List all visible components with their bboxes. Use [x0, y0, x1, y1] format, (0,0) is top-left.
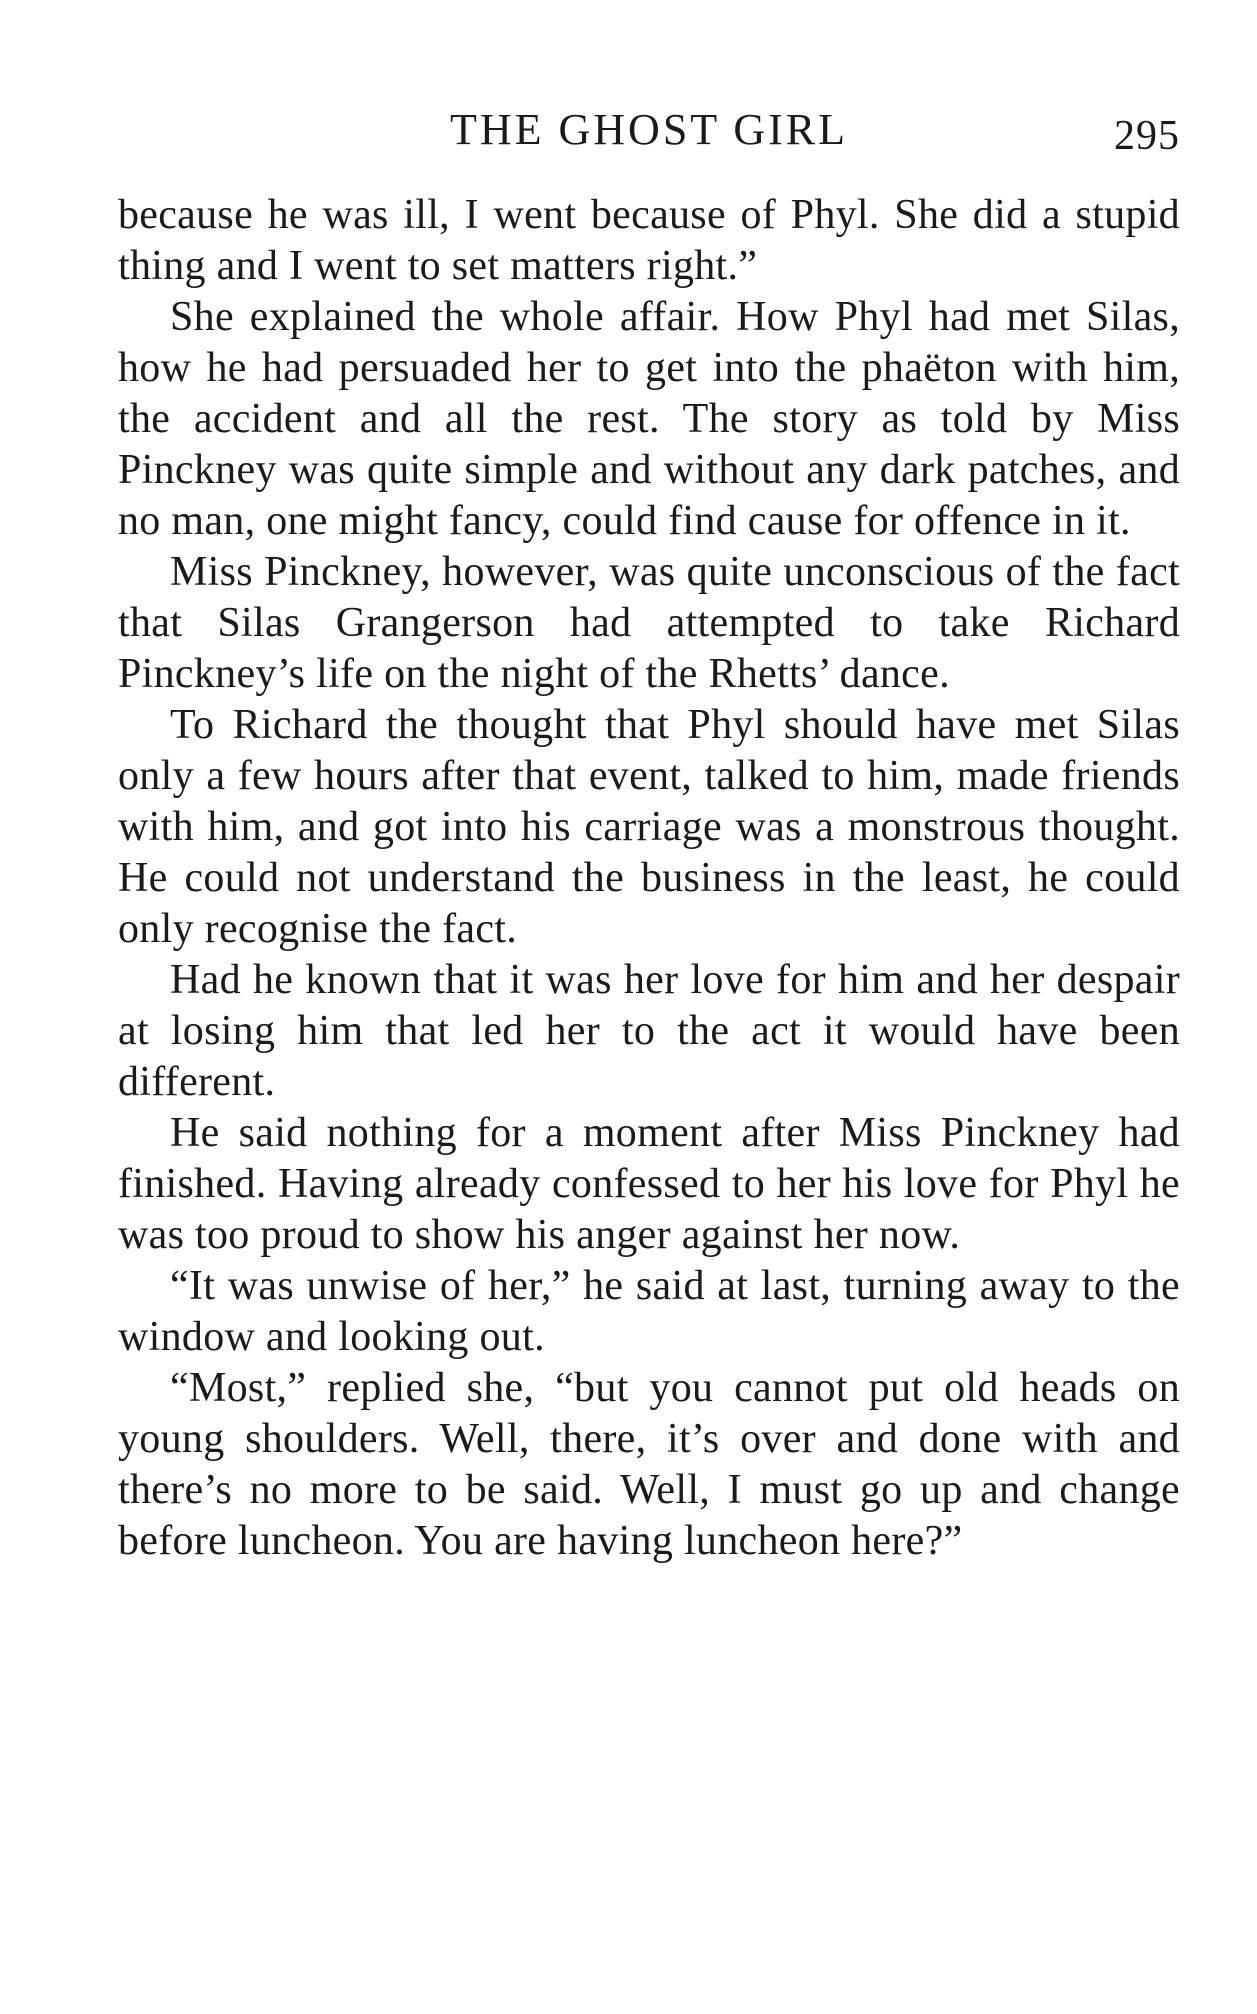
page-number: 295	[1114, 113, 1180, 159]
paragraph: To Richard the thought that Phyl should have met Silas only a few hours after that event, talked to him, made friends with him, and got into his carriage was a monstrous thought. He could not understand the business in the least, he could only recognise the fact.	[118, 702, 1180, 952]
paragraph: because he was ill, I went because of Phyl. She did a stupid thing and I went to set matters right.”	[118, 192, 1180, 289]
paragraph: He said nothing for a moment after Miss Pinckney had finished. Having already confessed to her his love for Phyl he was too proud to show his anger against her now.	[118, 1110, 1180, 1258]
paragraph: “Most,” replied she, “but you cannot put old heads on young shoulders. Well, there, it’s over and done with and there’s no more to be said. Well, I must go up and change before luncheon. You are having luncheon here?”	[118, 1365, 1180, 1564]
running-title: THE GHOST GIRL	[449, 105, 849, 154]
running-head	[118, 100, 1180, 160]
paragraph: Miss Pinckney, however, was quite unconscious of the fact that Silas Grangerson had attempted to take Richard Pinckney’s life on the night of the Rhetts’ dance.	[118, 549, 1180, 697]
paragraph: Had he known that it was her love for him and her despair at losing him that led her to the act it would have been different.	[118, 957, 1180, 1105]
body-text	[118, 190, 1180, 1567]
paragraph: “It was unwise of her,” he said at last, turning away to the window and looking out.	[118, 1263, 1180, 1360]
paragraph: She explained the whole affair. How Phyl had met Silas, how he had persuaded her to get into the phaëton with him, the accident and all the rest. The story as told by Miss Pinckney was quite simple and without any dark patches, and no man, one might fancy, could find cause for offence in it.	[118, 294, 1180, 544]
